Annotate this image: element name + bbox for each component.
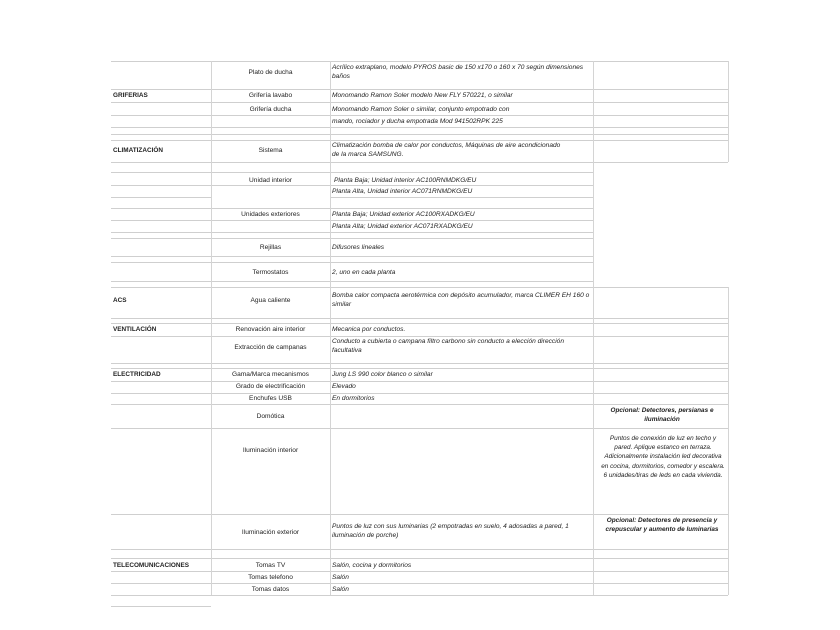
desc-tomas-tv: Salón, cocina y dormitorios (332, 562, 412, 569)
item-rejillas: Rejillas (259, 244, 282, 251)
desc-agua-caliente: Bomba calor compacta aerotérmica con depósito acumulador, marca CLIMER EH 160 o similar (332, 292, 590, 308)
item-griferia-ducha: Grifería ducha (249, 106, 292, 113)
desc-unidad-interior-1: Planta Baja; Unidad interior AC100RNMDKG/EU (334, 177, 477, 184)
desc-griferia-ducha-1: Monomando Ramon Soler o similar, conjunto empotrado con (332, 106, 510, 113)
desc-unidades-exteriores-1: Planta Baja; Unidad exterior AC100RXADKG/EU (332, 211, 475, 218)
desc-plato-ducha: Acrílico extraplano, modelo PYROS basic de 150 x170 o 160 x 70 según dimensiones baños (332, 64, 584, 80)
desc-rejillas: Difusores lineales (332, 244, 385, 251)
category-climatizacion: CLIMATIZACIÓN (113, 147, 163, 154)
desc-sistema: Climatización bomba de calor por conductos, Máquinas de aire acondicionado de la marca SAMSUNG. (332, 142, 561, 158)
item-agua-caliente: Agua caliente (250, 297, 291, 304)
desc-enchufes-usb: En dormitorios (332, 395, 375, 402)
item-unidad-interior: Unidad interior (249, 177, 292, 184)
item-renovacion-aire: Renovación aire interior (235, 326, 306, 333)
option-iluminacion-interior: Puntos de conexión de luz en techo y pared. Aplique estanco en terraza. Adicionalmente instalación led decorativa en cocina, dormitorios, comedor y escalera. 6 unidades/tiras de leds en cada vivienda. (601, 435, 725, 479)
category-telecomunicaciones: TELECOMUNICACIONES (113, 562, 189, 569)
item-unidades-exteriores: Unidades exteriores (241, 211, 300, 218)
item-tomas-tv: Tomas TV (255, 562, 286, 569)
item-griferia-lavabo: Grifería lavabo (248, 92, 293, 99)
desc-grado-electrificacion: Elevado (332, 383, 356, 390)
category-electricidad: ELECTRICIDAD (113, 371, 161, 378)
desc-griferia-ducha-2: mando, rociador y ducha empotrada Mod 941502RPK 225 (332, 118, 503, 125)
desc-gama-mecanismos: Jung LS 990 color blanco o similar (332, 371, 433, 378)
item-grado-electrificacion: Grado de electrificación (235, 383, 306, 390)
item-termostatos: Termostatos (252, 269, 289, 276)
desc-extraccion-campanas: Conducto a cubierta o campana filtro carbono sin conducto a elección dirección facultativa (332, 338, 565, 354)
item-domotica: Domótica (256, 413, 285, 420)
desc-unidad-interior-2: Planta Alta, Unidad interior AC071RNMDKG/EU (332, 188, 473, 195)
option-iluminacion-exterior: Opcional: Detectores de presencia y crepuscular y aumento de luminarias (605, 517, 719, 534)
category-acs: ACS (113, 297, 127, 304)
desc-tomas-datos: Salón (332, 586, 349, 593)
category-griferias: GRIFERIAS (113, 92, 148, 99)
category-ventilacion: VENTILACIÓN (113, 326, 157, 333)
item-tomas-telefono: Tomas telefono (248, 574, 293, 581)
desc-unidades-exteriores-2: Planta Alta; Unidad exterior AC071RXADKG/EU (332, 223, 473, 230)
item-enchufes-usb: Enchufes USB (249, 395, 292, 402)
item-sistema: Sistema (258, 147, 283, 154)
desc-iluminacion-exterior: Puntos de luz con sus luminarias (2 empotradas en suelo, 4 adosadas a pared, 1 iluminación de porche) (332, 523, 569, 539)
desc-griferia-lavabo: Monomando Ramon Soler modelo New FLY 570221, o similar (332, 92, 513, 99)
item-plato-ducha: Plato de ducha (248, 69, 293, 76)
item-iluminacion-exterior: Iluminación exterior (241, 529, 300, 536)
item-iluminacion-interior: Iluminación interior (242, 447, 299, 454)
desc-termostatos: 2, uno en cada planta (332, 269, 396, 276)
desc-renovacion-aire: Mecanica por conductos. (332, 326, 406, 333)
option-domotica: Opcional: Detectores, persianas e iluminación (610, 407, 714, 424)
item-gama-mecanismos: Gama/Marca mecanismos (232, 371, 309, 378)
desc-tomas-telefono: Salón (332, 574, 349, 581)
item-extraccion-campanas: Extracción de campanas (234, 344, 307, 351)
item-tomas-datos: Tomas datos (251, 586, 290, 593)
